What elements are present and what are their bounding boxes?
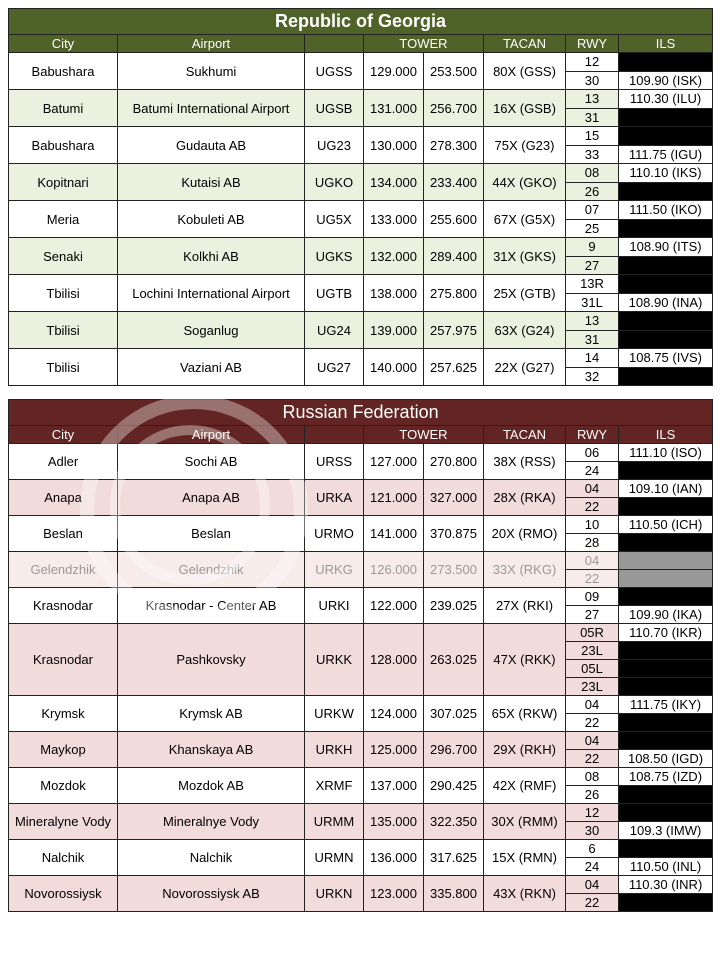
runway-cell: 14 xyxy=(566,349,619,368)
table-row xyxy=(9,516,713,534)
tower-freq-cell: 133.000 xyxy=(364,201,424,238)
airport-cell: Khanskaya AB xyxy=(118,732,305,768)
ils-cell: 109.90 (IKA) xyxy=(619,606,713,624)
runway-cell: 05L xyxy=(566,660,619,678)
header-tacan: TACAN xyxy=(484,426,566,444)
tower-freq-cell: 136.000 xyxy=(364,840,424,876)
city-cell: Mineralyne Vody xyxy=(9,804,118,840)
airport-cell: Sukhumi xyxy=(118,53,305,90)
tower-freq-cell: 140.000 xyxy=(364,349,424,386)
ils-cell xyxy=(619,534,713,552)
ils-cell: 110.50 (ICH) xyxy=(619,516,713,534)
tacan-cell: 25X (GTB) xyxy=(484,275,566,312)
ils-cell: 111.75 (IGU) xyxy=(619,145,713,164)
ils-cell: 108.75 (IZD) xyxy=(619,768,713,786)
ils-cell xyxy=(619,127,713,146)
runway-cell: 08 xyxy=(566,768,619,786)
icao-cell: XRMF xyxy=(305,768,364,804)
tower-uhf-cell: 273.500 xyxy=(424,552,484,588)
ils-cell xyxy=(619,182,713,201)
city-cell: Tbilisi xyxy=(9,312,118,349)
city-cell: Gelendzhik xyxy=(9,552,118,588)
icao-cell: URKG xyxy=(305,552,364,588)
header-tacan: TACAN xyxy=(484,35,566,53)
tower-uhf-cell: 296.700 xyxy=(424,732,484,768)
tower-uhf-cell: 327.000 xyxy=(424,480,484,516)
icao-cell: URKN xyxy=(305,876,364,912)
runway-cell: 10 xyxy=(566,516,619,534)
runway-cell: 04 xyxy=(566,732,619,750)
tacan-cell: 20X (RMO) xyxy=(484,516,566,552)
runway-cell: 04 xyxy=(566,696,619,714)
runway-cell: 22 xyxy=(566,570,619,588)
header-city: City xyxy=(9,35,118,53)
tacan-cell: 65X (RKW) xyxy=(484,696,566,732)
table-row xyxy=(9,804,713,822)
tacan-cell: 63X (G24) xyxy=(484,312,566,349)
tacan-cell: 15X (RMN) xyxy=(484,840,566,876)
ils-cell xyxy=(619,678,713,696)
georgia-section xyxy=(8,8,712,386)
tacan-cell: 28X (RKA) xyxy=(484,480,566,516)
tower-uhf-cell: 335.800 xyxy=(424,876,484,912)
city-cell: Senaki xyxy=(9,238,118,275)
airport-cell: Kobuleti AB xyxy=(118,201,305,238)
runway-cell: 6 xyxy=(566,840,619,858)
table-row xyxy=(9,696,713,714)
runway-cell: 31 xyxy=(566,108,619,127)
ils-cell: 110.30 (ILU) xyxy=(619,90,713,109)
airport-cell: Beslan xyxy=(118,516,305,552)
tower-uhf-cell: 322.350 xyxy=(424,804,484,840)
header-airport: Airport xyxy=(118,426,305,444)
ils-cell xyxy=(619,732,713,750)
airport-cell: Lochini International Airport xyxy=(118,275,305,312)
tower-uhf-cell: 290.425 xyxy=(424,768,484,804)
table-row xyxy=(9,444,713,462)
ils-cell xyxy=(619,275,713,294)
tower-uhf-cell: 370.875 xyxy=(424,516,484,552)
table-row xyxy=(9,552,713,570)
airport-cell: Mozdok AB xyxy=(118,768,305,804)
ils-cell xyxy=(619,312,713,331)
tower-freq-cell: 129.000 xyxy=(364,53,424,90)
icao-cell: UG23 xyxy=(305,127,364,164)
ils-cell xyxy=(619,660,713,678)
runway-cell: 25 xyxy=(566,219,619,238)
tacan-cell: 27X (RKI) xyxy=(484,588,566,624)
runway-cell: 24 xyxy=(566,462,619,480)
ils-cell: 110.50 (INL) xyxy=(619,858,713,876)
ils-cell xyxy=(619,840,713,858)
runway-cell: 23L xyxy=(566,678,619,696)
tower-uhf-cell: 275.800 xyxy=(424,275,484,312)
runway-cell: 27 xyxy=(566,606,619,624)
table-row xyxy=(9,480,713,498)
ils-cell xyxy=(619,552,713,570)
header-ils: ILS xyxy=(619,35,713,53)
city-cell: Batumi xyxy=(9,90,118,127)
tower-uhf-cell: 253.500 xyxy=(424,53,484,90)
table-row xyxy=(9,53,713,72)
icao-cell: URKW xyxy=(305,696,364,732)
runway-cell: 27 xyxy=(566,256,619,275)
runway-cell: 04 xyxy=(566,552,619,570)
column-header-row xyxy=(9,35,713,53)
ils-cell: 108.90 (ITS) xyxy=(619,238,713,257)
header-rwy: RWY xyxy=(566,35,619,53)
airport-cell: Gelendzhik xyxy=(118,552,305,588)
icao-cell: UG27 xyxy=(305,349,364,386)
tower-freq-cell: 135.000 xyxy=(364,804,424,840)
city-cell: Nalchik xyxy=(9,840,118,876)
runway-cell: 23L xyxy=(566,642,619,660)
airport-cell: Krymsk AB xyxy=(118,696,305,732)
icao-cell: UGKS xyxy=(305,238,364,275)
tacan-cell: 16X (GSB) xyxy=(484,90,566,127)
runway-cell: 33 xyxy=(566,145,619,164)
airport-cell: Novorossiysk AB xyxy=(118,876,305,912)
tower-freq-cell: 130.000 xyxy=(364,127,424,164)
tower-freq-cell: 125.000 xyxy=(364,732,424,768)
city-cell: Tbilisi xyxy=(9,349,118,386)
tower-freq-cell: 121.000 xyxy=(364,480,424,516)
tacan-cell: 47X (RKK) xyxy=(484,624,566,696)
airport-cell: Nalchik xyxy=(118,840,305,876)
airport-cell: Kutaisi AB xyxy=(118,164,305,201)
runway-cell: 24 xyxy=(566,858,619,876)
ils-cell xyxy=(619,570,713,588)
runway-cell: 9 xyxy=(566,238,619,257)
tacan-cell: 75X (G23) xyxy=(484,127,566,164)
runway-cell: 06 xyxy=(566,444,619,462)
tower-freq-cell: 123.000 xyxy=(364,876,424,912)
section-title: Russian Federation xyxy=(9,400,713,426)
ils-cell xyxy=(619,330,713,349)
tower-freq-cell: 128.000 xyxy=(364,624,424,696)
tower-uhf-cell: 263.025 xyxy=(424,624,484,696)
ils-cell: 111.75 (IKY) xyxy=(619,696,713,714)
ils-cell xyxy=(619,714,713,732)
ils-cell: 110.30 (INR) xyxy=(619,876,713,894)
ils-cell xyxy=(619,786,713,804)
ils-cell: 111.10 (ISO) xyxy=(619,444,713,462)
header-icao xyxy=(305,426,364,444)
table-row xyxy=(9,876,713,894)
tacan-cell: 42X (RMF) xyxy=(484,768,566,804)
tower-freq-cell: 124.000 xyxy=(364,696,424,732)
city-cell: Krasnodar xyxy=(9,624,118,696)
tower-freq-cell: 122.000 xyxy=(364,588,424,624)
tacan-cell: 38X (RSS) xyxy=(484,444,566,480)
airport-cell: Gudauta AB xyxy=(118,127,305,164)
table-row xyxy=(9,349,713,368)
tower-freq-cell: 131.000 xyxy=(364,90,424,127)
ils-cell: 108.90 (INA) xyxy=(619,293,713,312)
runway-cell: 22 xyxy=(566,894,619,912)
table-row xyxy=(9,275,713,294)
header-icao xyxy=(305,35,364,53)
column-header-row xyxy=(9,426,713,444)
runway-cell: 13R xyxy=(566,275,619,294)
russia-section xyxy=(8,399,712,912)
airport-cell: Batumi International Airport xyxy=(118,90,305,127)
runway-cell: 13 xyxy=(566,312,619,331)
table-row xyxy=(9,312,713,331)
runway-cell: 15 xyxy=(566,127,619,146)
city-cell: Meria xyxy=(9,201,118,238)
georgia-table xyxy=(8,8,713,386)
icao-cell: URSS xyxy=(305,444,364,480)
ils-cell xyxy=(619,108,713,127)
runway-cell: 12 xyxy=(566,804,619,822)
tacan-cell: 29X (RKH) xyxy=(484,732,566,768)
ils-cell xyxy=(619,642,713,660)
city-cell: Mozdok xyxy=(9,768,118,804)
ils-cell: 109.90 (ISK) xyxy=(619,71,713,90)
tower-uhf-cell: 233.400 xyxy=(424,164,484,201)
runway-cell: 22 xyxy=(566,750,619,768)
city-cell: Maykop xyxy=(9,732,118,768)
table-row xyxy=(9,164,713,183)
table-row xyxy=(9,588,713,606)
tower-freq-cell: 126.000 xyxy=(364,552,424,588)
ils-cell: 109.3 (IMW) xyxy=(619,822,713,840)
runway-cell: 30 xyxy=(566,71,619,90)
city-cell: Anapa xyxy=(9,480,118,516)
ils-cell xyxy=(619,53,713,72)
runway-cell: 30 xyxy=(566,822,619,840)
airport-cell: Mineralnye Vody xyxy=(118,804,305,840)
icao-cell: URMM xyxy=(305,804,364,840)
tower-uhf-cell: 257.625 xyxy=(424,349,484,386)
tower-freq-cell: 132.000 xyxy=(364,238,424,275)
tacan-cell: 33X (RKG) xyxy=(484,552,566,588)
ils-cell xyxy=(619,367,713,386)
runway-cell: 13 xyxy=(566,90,619,109)
icao-cell: URKH xyxy=(305,732,364,768)
runway-cell: 04 xyxy=(566,876,619,894)
tower-uhf-cell: 255.600 xyxy=(424,201,484,238)
tacan-cell: 67X (G5X) xyxy=(484,201,566,238)
ils-cell: 110.10 (IKS) xyxy=(619,164,713,183)
icao-cell: UG24 xyxy=(305,312,364,349)
ils-cell: 109.10 (IAN) xyxy=(619,480,713,498)
tower-uhf-cell: 278.300 xyxy=(424,127,484,164)
tower-uhf-cell: 257.975 xyxy=(424,312,484,349)
tacan-cell: 80X (GSS) xyxy=(484,53,566,90)
header-rwy: RWY xyxy=(566,426,619,444)
icao-cell: UG5X xyxy=(305,201,364,238)
ils-cell: 110.70 (IKR) xyxy=(619,624,713,642)
table-row xyxy=(9,840,713,858)
header-city: City xyxy=(9,426,118,444)
airport-cell: Pashkovsky xyxy=(118,624,305,696)
icao-cell: UGSB xyxy=(305,90,364,127)
runway-cell: 32 xyxy=(566,367,619,386)
icao-cell: UGKO xyxy=(305,164,364,201)
icao-cell: UGTB xyxy=(305,275,364,312)
city-cell: Krymsk xyxy=(9,696,118,732)
city-cell: Novorossiysk xyxy=(9,876,118,912)
tower-freq-cell: 141.000 xyxy=(364,516,424,552)
table-row xyxy=(9,768,713,786)
icao-cell: URMN xyxy=(305,840,364,876)
city-cell: Babushara xyxy=(9,53,118,90)
icao-cell: URKK xyxy=(305,624,364,696)
runway-cell: 07 xyxy=(566,201,619,220)
runway-cell: 04 xyxy=(566,480,619,498)
airport-cell: Anapa AB xyxy=(118,480,305,516)
header-tower: TOWER xyxy=(364,426,484,444)
tower-uhf-cell: 239.025 xyxy=(424,588,484,624)
tower-uhf-cell: 270.800 xyxy=(424,444,484,480)
tower-freq-cell: 139.000 xyxy=(364,312,424,349)
table-row xyxy=(9,127,713,146)
runway-cell: 09 xyxy=(566,588,619,606)
tacan-cell: 31X (GKS) xyxy=(484,238,566,275)
runway-cell: 26 xyxy=(566,786,619,804)
airport-cell: Vaziani AB xyxy=(118,349,305,386)
tower-uhf-cell: 289.400 xyxy=(424,238,484,275)
table-row xyxy=(9,732,713,750)
table-row xyxy=(9,624,713,642)
tower-freq-cell: 138.000 xyxy=(364,275,424,312)
ils-cell xyxy=(619,498,713,516)
tower-uhf-cell: 317.625 xyxy=(424,840,484,876)
airport-cell: Kolkhi AB xyxy=(118,238,305,275)
russia-table xyxy=(8,399,713,912)
ils-cell xyxy=(619,894,713,912)
city-cell: Babushara xyxy=(9,127,118,164)
city-cell: Tbilisi xyxy=(9,275,118,312)
runway-cell: 26 xyxy=(566,182,619,201)
ils-cell: 108.50 (IGD) xyxy=(619,750,713,768)
tacan-cell: 22X (G27) xyxy=(484,349,566,386)
city-cell: Krasnodar xyxy=(9,588,118,624)
ils-cell xyxy=(619,462,713,480)
icao-cell: URMO xyxy=(305,516,364,552)
ils-cell xyxy=(619,588,713,606)
runway-cell: 22 xyxy=(566,714,619,732)
table-row xyxy=(9,238,713,257)
runway-cell: 08 xyxy=(566,164,619,183)
runway-cell: 28 xyxy=(566,534,619,552)
ils-cell: 111.50 (IKO) xyxy=(619,201,713,220)
tower-freq-cell: 127.000 xyxy=(364,444,424,480)
section-title: Republic of Georgia xyxy=(9,9,713,35)
ils-cell xyxy=(619,804,713,822)
table-row xyxy=(9,90,713,109)
runway-cell: 31L xyxy=(566,293,619,312)
airport-cell: Sochi AB xyxy=(118,444,305,480)
runway-cell: 05R xyxy=(566,624,619,642)
tower-uhf-cell: 256.700 xyxy=(424,90,484,127)
runway-cell: 31 xyxy=(566,330,619,349)
airport-cell: Krasnodar - Center AB xyxy=(118,588,305,624)
city-cell: Kopitnari xyxy=(9,164,118,201)
city-cell: Adler xyxy=(9,444,118,480)
icao-cell: UGSS xyxy=(305,53,364,90)
tower-uhf-cell: 307.025 xyxy=(424,696,484,732)
table-row xyxy=(9,201,713,220)
icao-cell: URKA xyxy=(305,480,364,516)
header-tower: TOWER xyxy=(364,35,484,53)
icao-cell: URKI xyxy=(305,588,364,624)
runway-cell: 12 xyxy=(566,53,619,72)
ils-cell xyxy=(619,256,713,275)
tower-freq-cell: 134.000 xyxy=(364,164,424,201)
city-cell: Beslan xyxy=(9,516,118,552)
header-ils: ILS xyxy=(619,426,713,444)
ils-cell xyxy=(619,219,713,238)
airport-cell: Soganlug xyxy=(118,312,305,349)
tacan-cell: 43X (RKN) xyxy=(484,876,566,912)
runway-cell: 22 xyxy=(566,498,619,516)
tacan-cell: 30X (RMM) xyxy=(484,804,566,840)
ils-cell: 108.75 (IVS) xyxy=(619,349,713,368)
header-airport: Airport xyxy=(118,35,305,53)
tacan-cell: 44X (GKO) xyxy=(484,164,566,201)
tower-freq-cell: 137.000 xyxy=(364,768,424,804)
